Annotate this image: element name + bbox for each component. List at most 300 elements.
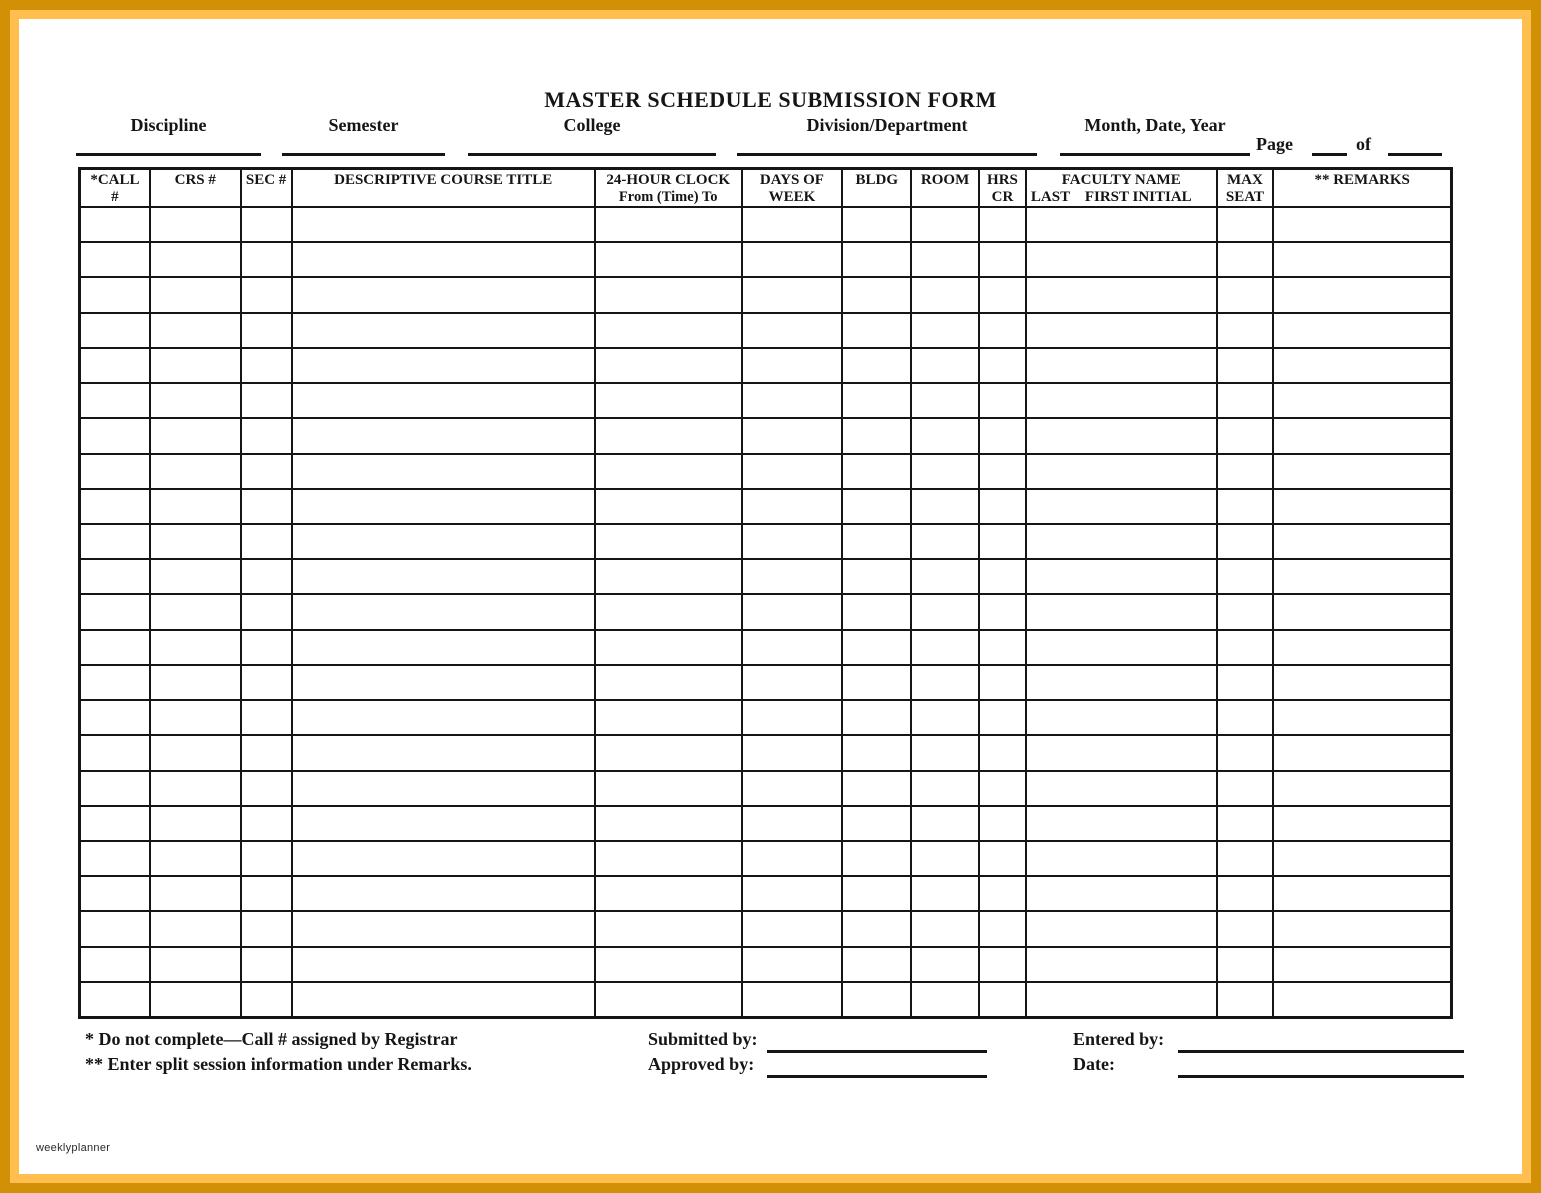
table-cell-days (743, 278, 844, 311)
total-pages-blank-line (1388, 153, 1442, 156)
table-cell-hrs (980, 772, 1027, 805)
table-row (81, 807, 1450, 842)
schedule-table (78, 167, 1453, 1019)
table-cell-clock (596, 595, 743, 628)
table-cell-room (912, 419, 980, 452)
table-cell-remarks (1274, 560, 1450, 593)
header-bldg-line1: BLDG (855, 172, 898, 188)
table-cell-room (912, 912, 980, 945)
table-cell-call (81, 772, 151, 805)
table-cell-call (81, 983, 151, 1016)
table-cell-title (293, 208, 596, 241)
header-room-line1: ROOM (920, 172, 970, 188)
table-cell-crs (151, 631, 242, 664)
table-cell-faculty (1027, 314, 1218, 347)
table-cell-crs (151, 490, 242, 523)
table-cell-faculty (1027, 384, 1218, 417)
table-cell-crs (151, 384, 242, 417)
college-blank-line (468, 153, 716, 156)
table-cell-bldg (843, 419, 912, 452)
table-cell-sec (242, 560, 293, 593)
table-cell-call (81, 243, 151, 276)
table-cell-remarks (1274, 948, 1450, 981)
table-cell-sec (242, 490, 293, 523)
footnote-split-session: ** Enter split session information under Remarks. (85, 1054, 472, 1074)
table-cell-max (1218, 983, 1275, 1016)
header-cell-title (293, 170, 596, 206)
table-cell-max (1218, 349, 1275, 382)
table-cell-remarks (1274, 208, 1450, 241)
table-cell-crs (151, 560, 242, 593)
table-cell-title (293, 243, 596, 276)
table-cell-bldg (843, 701, 912, 734)
month-date-year-blank-line (1060, 153, 1250, 156)
table-row (81, 419, 1450, 454)
form-title: MASTER SCHEDULE SUBMISSION FORM (544, 87, 997, 112)
date-label: Date: (1073, 1054, 1115, 1074)
table-cell-clock (596, 807, 743, 840)
table-cell-remarks (1274, 455, 1450, 488)
semester-blank-line (282, 153, 445, 156)
table-cell-sec (242, 983, 293, 1016)
table-cell-call (81, 877, 151, 910)
table-cell-room (912, 666, 980, 699)
table-cell-sec (242, 736, 293, 769)
table-cell-max (1218, 736, 1275, 769)
table-cell-max (1218, 807, 1275, 840)
table-cell-crs (151, 701, 242, 734)
table-cell-title (293, 349, 596, 382)
table-cell-room (912, 349, 980, 382)
table-cell-clock (596, 349, 743, 382)
table-cell-crs (151, 278, 242, 311)
table-cell-clock (596, 560, 743, 593)
table-cell-hrs (980, 243, 1027, 276)
table-cell-faculty (1027, 419, 1218, 452)
table-row (81, 314, 1450, 349)
table-cell-hrs (980, 208, 1027, 241)
table-cell-remarks (1274, 525, 1450, 558)
table-cell-sec (242, 877, 293, 910)
table-cell-crs (151, 666, 242, 699)
table-cell-days (743, 983, 844, 1016)
entered-by-label: Entered by: (1073, 1029, 1165, 1049)
field-semester (282, 114, 445, 156)
table-row (81, 490, 1450, 525)
table-cell-bldg (843, 948, 912, 981)
table-cell-hrs (980, 525, 1027, 558)
table-cell-faculty (1027, 877, 1218, 910)
table-cell-days (743, 948, 844, 981)
table-cell-max (1218, 278, 1275, 311)
table-cell-remarks (1274, 807, 1450, 840)
table-cell-call (81, 455, 151, 488)
table-cell-title (293, 948, 596, 981)
table-cell-room (912, 877, 980, 910)
table-cell-clock (596, 278, 743, 311)
table-cell-remarks (1274, 419, 1450, 452)
table-cell-max (1218, 384, 1275, 417)
table-cell-bldg (843, 772, 912, 805)
table-cell-hrs (980, 842, 1027, 875)
table-cell-title (293, 877, 596, 910)
header-crs-line1: CRS # (174, 172, 216, 188)
approved-by-blank-line (767, 1075, 987, 1078)
table-cell-faculty (1027, 983, 1218, 1016)
table-cell-days (743, 842, 844, 875)
table-row (81, 983, 1450, 1016)
table-cell-room (912, 278, 980, 311)
table-cell-max (1218, 842, 1275, 875)
table-cell-title (293, 736, 596, 769)
table-cell-days (743, 560, 844, 593)
table-cell-crs (151, 736, 242, 769)
table-cell-call (81, 419, 151, 452)
table-cell-call (81, 807, 151, 840)
table-cell-crs (151, 948, 242, 981)
page-label: Page (1256, 134, 1293, 154)
table-header-row (81, 170, 1450, 208)
table-cell-clock (596, 314, 743, 347)
table-cell-crs (151, 772, 242, 805)
table-cell-room (912, 736, 980, 769)
table-cell-bldg (843, 243, 912, 276)
table-cell-faculty (1027, 842, 1218, 875)
field-college (468, 114, 716, 156)
table-cell-bldg (843, 278, 912, 311)
table-cell-title (293, 595, 596, 628)
table-cell-bldg (843, 384, 912, 417)
table-cell-days (743, 243, 844, 276)
table-cell-crs (151, 842, 242, 875)
month-date-year-label: Month, Date, Year (1084, 115, 1226, 135)
header-days-line1: DAYS OF (759, 172, 824, 188)
table-cell-sec (242, 807, 293, 840)
table-cell-remarks (1274, 490, 1450, 523)
table-cell-hrs (980, 278, 1027, 311)
header-days-line2: WEEK (768, 189, 816, 205)
table-cell-room (912, 807, 980, 840)
header-cell-remarks (1274, 170, 1450, 206)
table-cell-hrs (980, 455, 1027, 488)
table-cell-clock (596, 455, 743, 488)
footnote-registrar: * Do not complete—Call # assigned by Registrar (85, 1029, 458, 1049)
table-cell-hrs (980, 807, 1027, 840)
table-cell-faculty (1027, 560, 1218, 593)
table-cell-max (1218, 631, 1275, 664)
table-cell-max (1218, 208, 1275, 241)
header-cell-clock (596, 170, 743, 206)
table-cell-max (1218, 419, 1275, 452)
table-cell-days (743, 807, 844, 840)
table-cell-room (912, 384, 980, 417)
table-cell-days (743, 595, 844, 628)
table-cell-hrs (980, 736, 1027, 769)
table-cell-faculty (1027, 349, 1218, 382)
table-row (81, 560, 1450, 595)
table-cell-title (293, 314, 596, 347)
discipline-blank-line (76, 153, 261, 156)
table-cell-days (743, 525, 844, 558)
table-cell-max (1218, 701, 1275, 734)
table-cell-call (81, 560, 151, 593)
table-cell-remarks (1274, 349, 1450, 382)
table-cell-title (293, 631, 596, 664)
table-cell-crs (151, 595, 242, 628)
table-cell-sec (242, 208, 293, 241)
table-cell-room (912, 948, 980, 981)
table-cell-clock (596, 384, 743, 417)
table-cell-clock (596, 772, 743, 805)
header-hrs-line2: CR (991, 189, 1014, 205)
table-cell-days (743, 208, 844, 241)
table-row (81, 243, 1450, 278)
table-cell-hrs (980, 948, 1027, 981)
table-row (81, 595, 1450, 630)
table-cell-call (81, 384, 151, 417)
table-cell-sec (242, 842, 293, 875)
table-cell-sec (242, 243, 293, 276)
approved-by-label: Approved by: (648, 1054, 755, 1074)
table-cell-bldg (843, 314, 912, 347)
table-cell-sec (242, 631, 293, 664)
table-cell-call (81, 701, 151, 734)
table-cell-call (81, 349, 151, 382)
table-cell-days (743, 631, 844, 664)
table-cell-call (81, 525, 151, 558)
semester-label: Semester (328, 115, 399, 135)
table-cell-crs (151, 912, 242, 945)
table-cell-max (1218, 560, 1275, 593)
table-cell-title (293, 525, 596, 558)
table-cell-clock (596, 525, 743, 558)
table-cell-sec (242, 701, 293, 734)
table-cell-remarks (1274, 842, 1450, 875)
header-cell-faculty (1027, 170, 1218, 206)
table-cell-faculty (1027, 243, 1218, 276)
table-cell-sec (242, 314, 293, 347)
table-cell-hrs (980, 595, 1027, 628)
watermark: weeklyplanner (36, 1142, 111, 1154)
table-row (81, 736, 1450, 771)
table-cell-call (81, 666, 151, 699)
table-cell-days (743, 772, 844, 805)
table-cell-faculty (1027, 912, 1218, 945)
table-cell-call (81, 842, 151, 875)
table-cell-hrs (980, 701, 1027, 734)
table-cell-title (293, 912, 596, 945)
table-cell-max (1218, 772, 1275, 805)
table-row (81, 772, 1450, 807)
table-row (81, 278, 1450, 313)
table-cell-crs (151, 314, 242, 347)
table-cell-max (1218, 912, 1275, 945)
table-cell-remarks (1274, 736, 1450, 769)
table-cell-clock (596, 208, 743, 241)
table-cell-remarks (1274, 595, 1450, 628)
table-cell-faculty (1027, 631, 1218, 664)
table-cell-faculty (1027, 666, 1218, 699)
table-cell-call (81, 208, 151, 241)
table-cell-bldg (843, 736, 912, 769)
header-cell-days (743, 170, 844, 206)
discipline-label: Discipline (130, 115, 207, 135)
table-cell-max (1218, 595, 1275, 628)
table-cell-sec (242, 912, 293, 945)
header-remarks-line1: ** REMARKS (1314, 172, 1410, 188)
table-cell-bldg (843, 490, 912, 523)
table-cell-sec (242, 666, 293, 699)
table-cell-call (81, 631, 151, 664)
table-cell-crs (151, 525, 242, 558)
table-cell-days (743, 314, 844, 347)
of-label: of (1356, 134, 1371, 154)
table-cell-hrs (980, 983, 1027, 1016)
table-cell-hrs (980, 560, 1027, 593)
header-faculty-line1: FACULTY NAME (1061, 172, 1181, 188)
table-cell-days (743, 912, 844, 945)
table-row (81, 842, 1450, 877)
table-cell-bldg (843, 595, 912, 628)
table-cell-room (912, 455, 980, 488)
table-cell-faculty (1027, 701, 1218, 734)
page-number-blank-line (1312, 153, 1347, 156)
header-call-line1: *CALL (90, 172, 140, 188)
table-cell-clock (596, 490, 743, 523)
header-hrs-line1: HRS (987, 172, 1018, 188)
table-cell-bldg (843, 983, 912, 1016)
division-department-blank-line (737, 153, 1037, 156)
header-cell-crs (151, 170, 242, 206)
table-cell-room (912, 842, 980, 875)
table-cell-hrs (980, 912, 1027, 945)
table-cell-bldg (843, 349, 912, 382)
table-cell-remarks (1274, 666, 1450, 699)
header-title-line1: DESCRIPTIVE COURSE TITLE (334, 172, 553, 188)
table-cell-call (81, 490, 151, 523)
table-cell-bldg (843, 455, 912, 488)
table-cell-crs (151, 807, 242, 840)
table-cell-room (912, 595, 980, 628)
table-cell-days (743, 384, 844, 417)
table-cell-days (743, 666, 844, 699)
table-cell-bldg (843, 877, 912, 910)
table-cell-clock (596, 243, 743, 276)
header-cell-sec (242, 170, 293, 206)
table-cell-title (293, 384, 596, 417)
table-cell-call (81, 278, 151, 311)
division-department-label: Division/Department (806, 115, 968, 135)
table-cell-days (743, 455, 844, 488)
table-cell-clock (596, 948, 743, 981)
table-cell-clock (596, 912, 743, 945)
table-cell-room (912, 490, 980, 523)
submitted-by-label: Submitted by: (648, 1029, 758, 1049)
table-cell-crs (151, 419, 242, 452)
table-cell-faculty (1027, 807, 1218, 840)
table-cell-clock (596, 736, 743, 769)
table-cell-faculty (1027, 455, 1218, 488)
table-row (81, 877, 1450, 912)
table-cell-clock (596, 983, 743, 1016)
table-cell-days (743, 701, 844, 734)
table-row (81, 666, 1450, 701)
header-cell-room (912, 170, 980, 206)
table-cell-room (912, 772, 980, 805)
table-cell-title (293, 772, 596, 805)
field-discipline (76, 114, 261, 156)
table-cell-remarks (1274, 983, 1450, 1016)
table-cell-title (293, 666, 596, 699)
table-cell-title (293, 701, 596, 734)
table-cell-remarks (1274, 243, 1450, 276)
table-cell-room (912, 314, 980, 347)
table-cell-bldg (843, 560, 912, 593)
header-clock-line1: 24-HOUR CLOCK (606, 172, 731, 188)
table-cell-crs (151, 243, 242, 276)
table-cell-max (1218, 455, 1275, 488)
table-cell-faculty (1027, 736, 1218, 769)
table-row (81, 631, 1450, 666)
table-cell-room (912, 243, 980, 276)
table-cell-days (743, 419, 844, 452)
table-cell-days (743, 490, 844, 523)
table-cell-title (293, 490, 596, 523)
table-cell-remarks (1274, 701, 1450, 734)
table-cell-room (912, 560, 980, 593)
table-cell-hrs (980, 314, 1027, 347)
header-sec-line1: SEC # (245, 172, 287, 188)
table-cell-bldg (843, 208, 912, 241)
header-max-line2: SEAT (1225, 189, 1264, 205)
table-cell-max (1218, 490, 1275, 523)
table-cell-remarks (1274, 314, 1450, 347)
table-cell-hrs (980, 384, 1027, 417)
table-cell-days (743, 877, 844, 910)
table-cell-call (81, 948, 151, 981)
table-cell-sec (242, 772, 293, 805)
entered-by-blank-line (1178, 1050, 1464, 1053)
header-cell-bldg (843, 170, 912, 206)
table-cell-crs (151, 983, 242, 1016)
table-cell-call (81, 736, 151, 769)
table-cell-room (912, 983, 980, 1016)
table-cell-bldg (843, 912, 912, 945)
table-cell-crs (151, 455, 242, 488)
table-cell-clock (596, 631, 743, 664)
date-blank-line (1178, 1075, 1464, 1078)
submitted-by-blank-line (767, 1050, 987, 1053)
table-cell-sec (242, 525, 293, 558)
table-cell-max (1218, 948, 1275, 981)
table-cell-title (293, 807, 596, 840)
table-cell-crs (151, 208, 242, 241)
table-cell-max (1218, 525, 1275, 558)
table-cell-faculty (1027, 278, 1218, 311)
table-cell-sec (242, 349, 293, 382)
table-cell-bldg (843, 666, 912, 699)
table-cell-faculty (1027, 595, 1218, 628)
table-cell-remarks (1274, 384, 1450, 417)
table-cell-room (912, 631, 980, 664)
table-cell-call (81, 314, 151, 347)
header-cell-call (81, 170, 151, 206)
table-row (81, 525, 1450, 560)
header-faculty-line2: LAST FIRST INITIAL (1030, 189, 1192, 205)
table-row (81, 384, 1450, 419)
table-row (81, 208, 1450, 243)
table-cell-max (1218, 243, 1275, 276)
